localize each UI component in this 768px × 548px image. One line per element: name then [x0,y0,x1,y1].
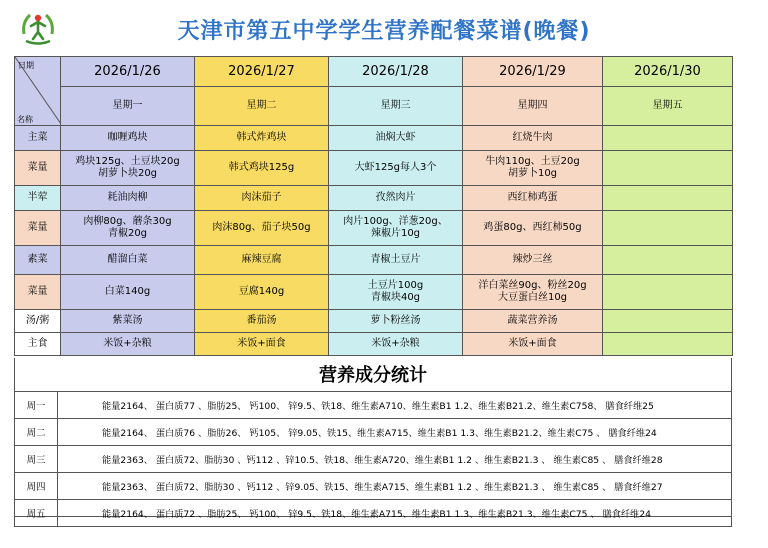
menu-cell [603,126,733,151]
row-label: 半荤 [15,186,61,211]
menu-cell: 鸡蛋80g、西红柿50g [463,211,603,246]
row-label: 素菜 [15,246,61,275]
nutrition-values: 能量2363、 蛋白质72、脂肪30 、钙112 、锌10.5、铁18、维生素A720、维生素B1 1.2 、维生素B21.3 、 维生素C85 、 膳食纤维28 [58,446,732,473]
menu-cell: 番茄汤 [195,310,329,333]
menu-cell: 青椒土豆片 [329,246,463,275]
weekday-cell: 星期四 [463,87,603,126]
menu-cell: 洋白菜丝90g、粉丝20g 大豆蛋白丝10g [463,275,603,310]
row-label: 主食 [15,333,61,356]
menu-cell: 麻辣豆腐 [195,246,329,275]
date-label: 日期 [18,61,34,70]
nutrition-day: 周三 [15,446,58,473]
weekday-cell: 星期二 [195,87,329,126]
menu-cell: 萝卜粉丝汤 [329,310,463,333]
menu-cell: 孜然肉片 [329,186,463,211]
weekday-cell: 星期一 [61,87,195,126]
menu-cell: 米饭+面食 [463,333,603,356]
menu-cell: 韩式炸鸡块 [195,126,329,151]
menu-cell: 油焖大虾 [329,126,463,151]
menu-cell: 米饭+杂粮 [329,333,463,356]
menu-cell: 肉沫80g、茄子块50g [195,211,329,246]
nutrition-day: 周四 [15,473,58,500]
menu-row [15,275,733,310]
menu-cell [603,211,733,246]
menu-cell [603,151,733,186]
menu-row [15,246,733,275]
row-label: 菜量 [15,275,61,310]
nutrition-values: 能量2164、 蛋白质76 、脂肪26、 钙105、 锌9.05、铁15、维生素A715、维生素B1 1.3、维生素B21.2、维生素C75 、 膳食纤维24 [58,419,732,446]
menu-cell [603,186,733,211]
header-corner [15,57,61,126]
name-label: 名称 [17,115,33,124]
menu-cell: 韩式鸡块125g [195,151,329,186]
date-cell: 2026/1/30 [603,57,733,87]
nutrition-row [15,446,732,473]
menu-cell [603,246,733,275]
menu-cell: 白菜140g [61,275,195,310]
date-cell: 2026/1/27 [195,57,329,87]
menu-row [15,310,733,333]
menu-cell: 肉柳80g、蘑条30g 青椒20g [61,211,195,246]
date-cell: 2026/1/29 [463,57,603,87]
row-label: 汤/粥 [15,310,61,333]
weekday-cell: 星期五 [603,87,733,126]
menu-cell: 西红柿鸡蛋 [463,186,603,211]
menu-cell [603,310,733,333]
date-cell: 2026/1/26 [61,57,195,87]
menu-cell: 牛肉110g、土豆20g 胡萝卜10g [463,151,603,186]
menu-row [15,186,733,211]
date-cell: 2026/1/28 [329,57,463,87]
menu-cell [603,275,733,310]
menu-cell: 土豆片100g 青椒块40g [329,275,463,310]
menu-cell: 耗油肉柳 [61,186,195,211]
menu-cell: 豆腐140g [195,275,329,310]
date-row [15,57,733,87]
nutrition-table [14,391,732,527]
nutrition-row [15,392,732,419]
row-label: 菜量 [15,151,61,186]
menu-row [15,211,733,246]
menu-row [15,126,733,151]
nutrition-day: 周二 [15,419,58,446]
menu-cell [603,333,733,356]
row-label: 主菜 [15,126,61,151]
menu-cell: 红烧牛肉 [463,126,603,151]
menu-cell: 辣炒三丝 [463,246,603,275]
menu-cell: 米饭+面食 [195,333,329,356]
menu-cell: 醋溜白菜 [61,246,195,275]
menu-cell: 米饭+杂粮 [61,333,195,356]
menu-cell: 紫菜汤 [61,310,195,333]
menu-row [15,151,733,186]
menu-cell: 肉片100g、洋葱20g、 辣椒片10g [329,211,463,246]
menu-cell: 咖喱鸡块 [61,126,195,151]
nutrition-day: 周五 [15,500,58,527]
nutrition-values: 能量2363、 蛋白质72、脂肪30 、钙112 、锌9.05、铁15、维生素A715、维生素B1 1.2 、维生素B21.3 、 维生素C85 、 膳食纤维27 [58,473,732,500]
nutrition-day: 周一 [15,392,58,419]
weekday-cell: 星期三 [329,87,463,126]
page-title: 天津市第五中学学生营养配餐菜谱(晚餐) [177,19,591,44]
menu-cell: 鸡块125g、土豆块20g 胡萝卜块20g [61,151,195,186]
nutrition-row [15,473,732,500]
menu-cell: 大虾125g每人3个 [329,151,463,186]
menu-table [14,56,733,356]
weekday-row [15,87,733,126]
nutrition-values: 能量2164、 蛋白质77 、脂肪25、 钙100、 锌9.5、铁18、维生素A710、维生素B1 1.2、维生素B21.2、维生素C758、 膳食纤维25 [58,392,732,419]
row-label: 菜量 [15,211,61,246]
nutrition-values: 能量2164、 蛋白质72 、脂肪25、 钙100、 锌9.5、铁18、维生素A715、维生素B1 1.3、维生素B21.3、维生素C75 、 膳食纤维24 [58,500,732,527]
menu-cell: 肉沫茄子 [195,186,329,211]
menu-cell: 蔬菜营养汤 [463,310,603,333]
nutrition-title: 营养成分统计 [319,365,427,386]
nutrition-row [15,419,732,446]
nutrition-row [15,500,732,527]
menu-row [15,333,733,356]
